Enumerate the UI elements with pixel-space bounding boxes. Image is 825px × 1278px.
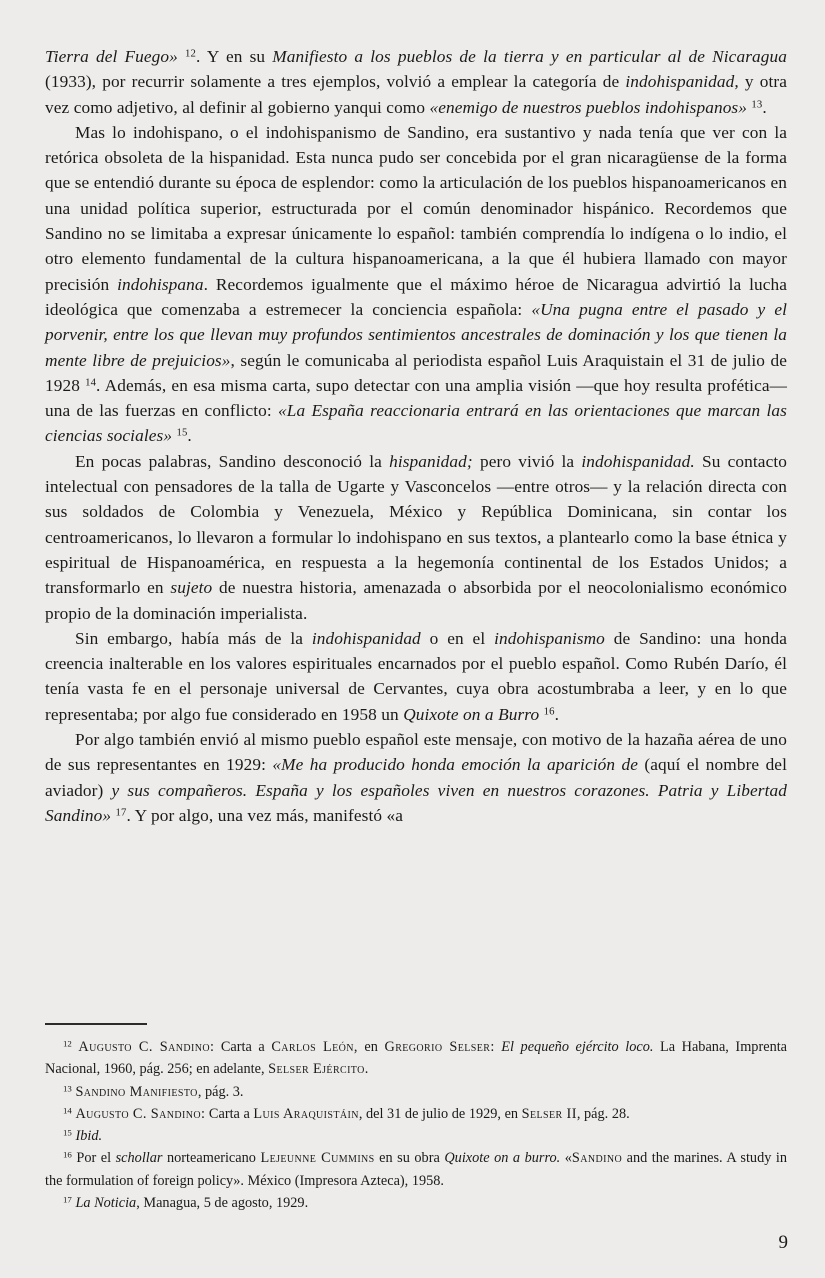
text-run: indohispanidad xyxy=(311,628,421,648)
text-run: En pocas palabras, Sandino desconoció la xyxy=(75,451,390,471)
text-run: Mas lo indohispano, o el indohispanismo de Sandino, era sustantivo y nada tenía que ver con la retórica obsoleta de la hispanidad. Esta nunca pudo ser concebida por el gran nicaragüense de la forma que se entendió durante su época de esplendor: como la articulación de los pueblos hispanoamericanos en una unidad política superior, estructurada por el común denominador hispánico. Recordemos que Sandino no se limitaba a expresar únicamente lo español: también comprendía lo indígena o lo indio, el otro elemento fundamental de la cultura hispanoamericana, a la que él hubiera llamado con mayor precisión xyxy=(45,122,787,294)
footnote xyxy=(45,1103,787,1125)
text-run: . Y por algo, una vez más, manifestó «a xyxy=(126,805,404,825)
paragraph xyxy=(45,727,787,828)
text-run: norteamericano xyxy=(162,1150,261,1167)
text-run: Ibid. xyxy=(75,1128,103,1145)
paragraph xyxy=(45,449,787,626)
footnote-number: 12 xyxy=(63,1038,72,1049)
text-run: Sandino Manifiesto xyxy=(75,1083,198,1100)
text-run: La Habana, Imprenta Nacional, 1960, pág. 256; en adelante, xyxy=(45,1039,788,1078)
text-run: Luis Araquistáin xyxy=(253,1105,359,1122)
page-body-text xyxy=(45,44,787,828)
paragraph xyxy=(45,44,787,120)
text-run: y otra vez como adjetivo, al definir al gobierno yanqui como xyxy=(45,72,787,117)
text-run: . xyxy=(364,1061,369,1078)
footnote xyxy=(45,1036,787,1081)
footnote-separator-rule xyxy=(45,1023,147,1025)
text-run: , del 31 de julio de 1929, en xyxy=(358,1105,522,1122)
text-run: . xyxy=(187,426,192,446)
text-run: . Recordemos igualmente que el máximo héroe de Nicaragua advirtió la lucha ideológica que comenzaba a estremecer la conciencia española: xyxy=(45,274,788,319)
footnote-number: 14 xyxy=(63,1105,72,1116)
footnote xyxy=(45,1081,787,1103)
text-run: 16 xyxy=(543,705,555,718)
text-run: Augusto C. Sandino: xyxy=(78,1039,215,1055)
text-run: 15 xyxy=(176,427,188,440)
text-run: . Además, en esa misma carta, supo detectar con una amplia visión —que hoy resulta profética— una de las fuerzas en conflicto: xyxy=(45,375,787,421)
text-run: Carta a xyxy=(205,1105,254,1122)
text-run: , pág. 28. xyxy=(576,1105,630,1122)
text-run: . xyxy=(762,97,767,117)
text-run: Tierra del Fuego» xyxy=(45,47,186,66)
paragraph xyxy=(45,120,787,449)
text-run: de Sandino: una honda creencia inalterable en los valores espirituales encarnados por el pueblo español. Como Rubén Darío, él tenía vasta fe en el personaje universal de Cervantes, cuya obra acostumbraba a leer, y en lo que representaba; por algo fue considerado en 1958 un xyxy=(45,628,787,724)
text-run: de nuestra historia, amenazada o absorbida por el neocolonialismo económico propio de la dominación imperialista. xyxy=(45,578,787,623)
text-run: y sus compañeros. España y los españoles viven en nuestros corazones. Patria y Libertad Sandino» xyxy=(45,780,787,825)
text-run: Lejeunne Cummins xyxy=(260,1150,375,1167)
text-run: en su obra xyxy=(374,1150,445,1167)
text-run: 13 xyxy=(751,98,763,111)
text-run: Gregorio Selser: xyxy=(384,1039,495,1055)
footnote xyxy=(45,1147,787,1192)
text-run: El pequeño ejército loco. xyxy=(501,1039,654,1055)
text-run: « xyxy=(560,1150,572,1167)
text-run: hispanidad; xyxy=(389,451,473,471)
text-run: indohispanidad, xyxy=(625,72,739,92)
text-run: pero vivió la xyxy=(472,451,582,471)
text-run: . xyxy=(554,704,559,724)
text-run: «enemigo de nuestros pueblos indohispanos» xyxy=(429,97,752,117)
text-run: 12 xyxy=(185,47,196,60)
text-run: , según le comunicaba al periodista español Luis Araquistain el 31 de julio de 1928 xyxy=(45,350,787,395)
text-run: «La España reaccionaria entrará en las orientaciones que marcan las ciencias sociales» xyxy=(45,401,787,446)
text-run: Selser Ejército xyxy=(268,1061,365,1078)
footnote-number: 17 xyxy=(63,1194,72,1205)
text-run: Sandino xyxy=(571,1150,623,1167)
text-run: indohispanismo xyxy=(494,628,605,648)
footnote xyxy=(45,1125,787,1147)
text-run: «Me ha producido honda emoción la aparición de xyxy=(272,755,645,775)
footnotes-section xyxy=(45,1036,787,1214)
text-run: Quixote on a Burro xyxy=(403,704,544,724)
text-run: o en el xyxy=(420,628,495,648)
text-run: 17 xyxy=(115,806,127,819)
paragraph xyxy=(45,626,787,727)
text-run: , pág. 3. xyxy=(197,1083,244,1100)
text-run: Carlos León, xyxy=(271,1039,358,1055)
footnote xyxy=(45,1192,787,1214)
text-run: schollar xyxy=(115,1150,163,1167)
footnote-number: 13 xyxy=(63,1083,72,1094)
text-run: Sin embargo, había más de la xyxy=(75,628,312,648)
text-run: Por algo también envió al mismo pueblo español este mensaje, con motivo de la hazaña aérea de uno de sus representantes en 1929: xyxy=(45,730,787,775)
text-run: Por el xyxy=(76,1150,116,1167)
text-run: indohispana xyxy=(117,274,204,294)
text-run: en xyxy=(357,1039,385,1055)
text-run: , Managua, 5 de agosto, 1929. xyxy=(136,1195,309,1212)
text-run: sujeto xyxy=(170,578,213,598)
text-run: «Una pugna entre el pasado y el porvenir, entre los que llevan muy profundos sentimientos ancestrales de dominación y los que tienen la mente libre de prejuicios» xyxy=(45,299,787,370)
text-run: Quixote on a burro. xyxy=(444,1150,561,1167)
footnote-number: 15 xyxy=(63,1127,72,1138)
text-run: Carta a xyxy=(214,1039,272,1055)
text-run: 14 xyxy=(85,376,97,389)
text-run: . Y en su xyxy=(195,47,273,66)
text-run: Su contacto intelectual con pensadores de la talla de Ugarte y Vasconcelos —entre otros— y la relación directa con sus soldados de Colombia y Venezuela, México y República Dominicana, sin contar los centroamericanos, lo llevaron a formular lo indohispano en sus textos, a plantearlo como la base étnica y espiritual de Hispanoamérica, en respuesta a la hegemonía continental de los Estados Unidos; a transformarlo en xyxy=(45,451,787,598)
text-run: and the marines. A study in the formulation of foreign policy». México (Impresora Azteca), 1958. xyxy=(45,1150,788,1189)
text-run: Augusto C. Sandino: xyxy=(75,1105,206,1122)
text-run: La Noticia xyxy=(75,1195,137,1212)
text-run: Manifiesto a los pueblos de la tierra y en particular al de Nicaragua xyxy=(272,47,787,66)
footnote-number: 16 xyxy=(63,1150,72,1161)
text-run: indohispanidad. xyxy=(581,451,695,471)
text-run: Selser II xyxy=(521,1105,577,1122)
text-run: (1933), por recurrir solamente a tres ejemplos, volvió a emplear la categoría de xyxy=(45,72,626,92)
text-run: (aquí el nombre del aviador) xyxy=(45,755,787,800)
page-number: 9 xyxy=(778,1232,788,1253)
